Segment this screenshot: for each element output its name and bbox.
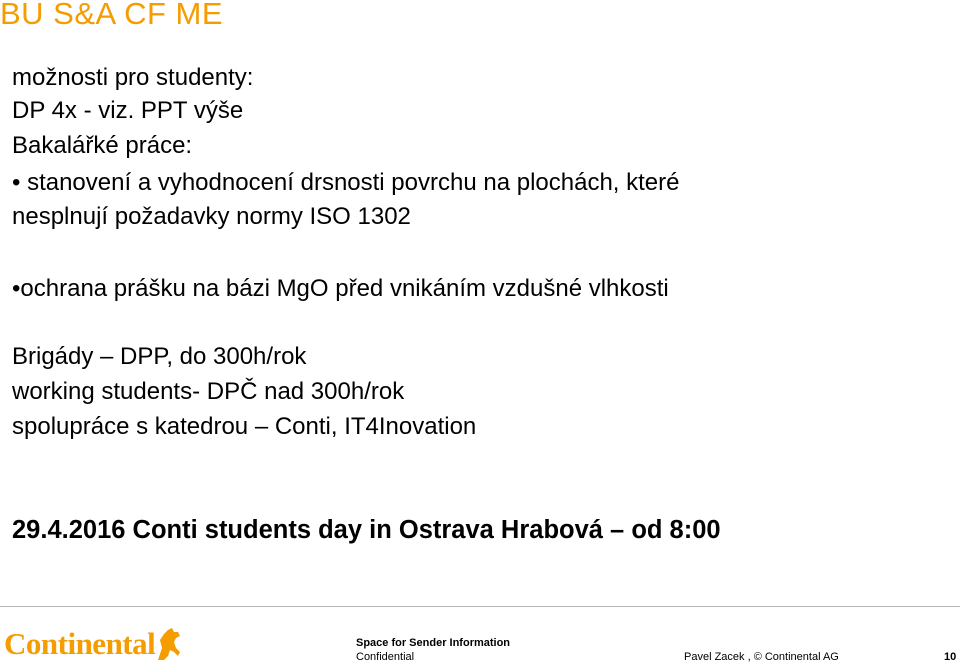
continental-logo: Continental [4, 626, 156, 661]
text-line-cooperation: spolupráce s katedrou – Conti, IT4Inovation [12, 413, 477, 440]
event-line: 29.4.2016 Conti students day in Ostrava Hrabová – od 8:00 [12, 516, 721, 544]
bullet-roughness-cont: nesplnují požadavky normy ISO 1302 [12, 203, 411, 230]
slide-title: BU S&A CF ME [0, 0, 224, 31]
confidential-label: Confidential [356, 651, 415, 663]
author-copyright: Pavel Zacek , © Continental AG [684, 651, 839, 663]
text-line-bachelor: Bakalářké práce: [12, 132, 193, 159]
horse-logo-icon [154, 626, 184, 662]
text-line-students: možnosti pro studenty: [12, 64, 254, 91]
bullet-mgo: •ochrana prášku na bázi MgO před vnikáním vzdušné vlhkosti [12, 275, 669, 302]
sender-info: Space for Sender Information [356, 637, 511, 649]
bullet-roughness: • stanovení a vyhodnocení drsnosti povrchu na plochách, které [12, 169, 680, 196]
text-line-working-students: working students- DPČ nad 300h/rok [12, 378, 405, 405]
footer-divider [0, 606, 960, 607]
text-line-brigady: Brigády – DPP, do 300h/rok [12, 343, 307, 370]
page-number: 10 [944, 651, 957, 663]
text-line-dp: DP 4x - viz. PPT výše [12, 97, 244, 124]
